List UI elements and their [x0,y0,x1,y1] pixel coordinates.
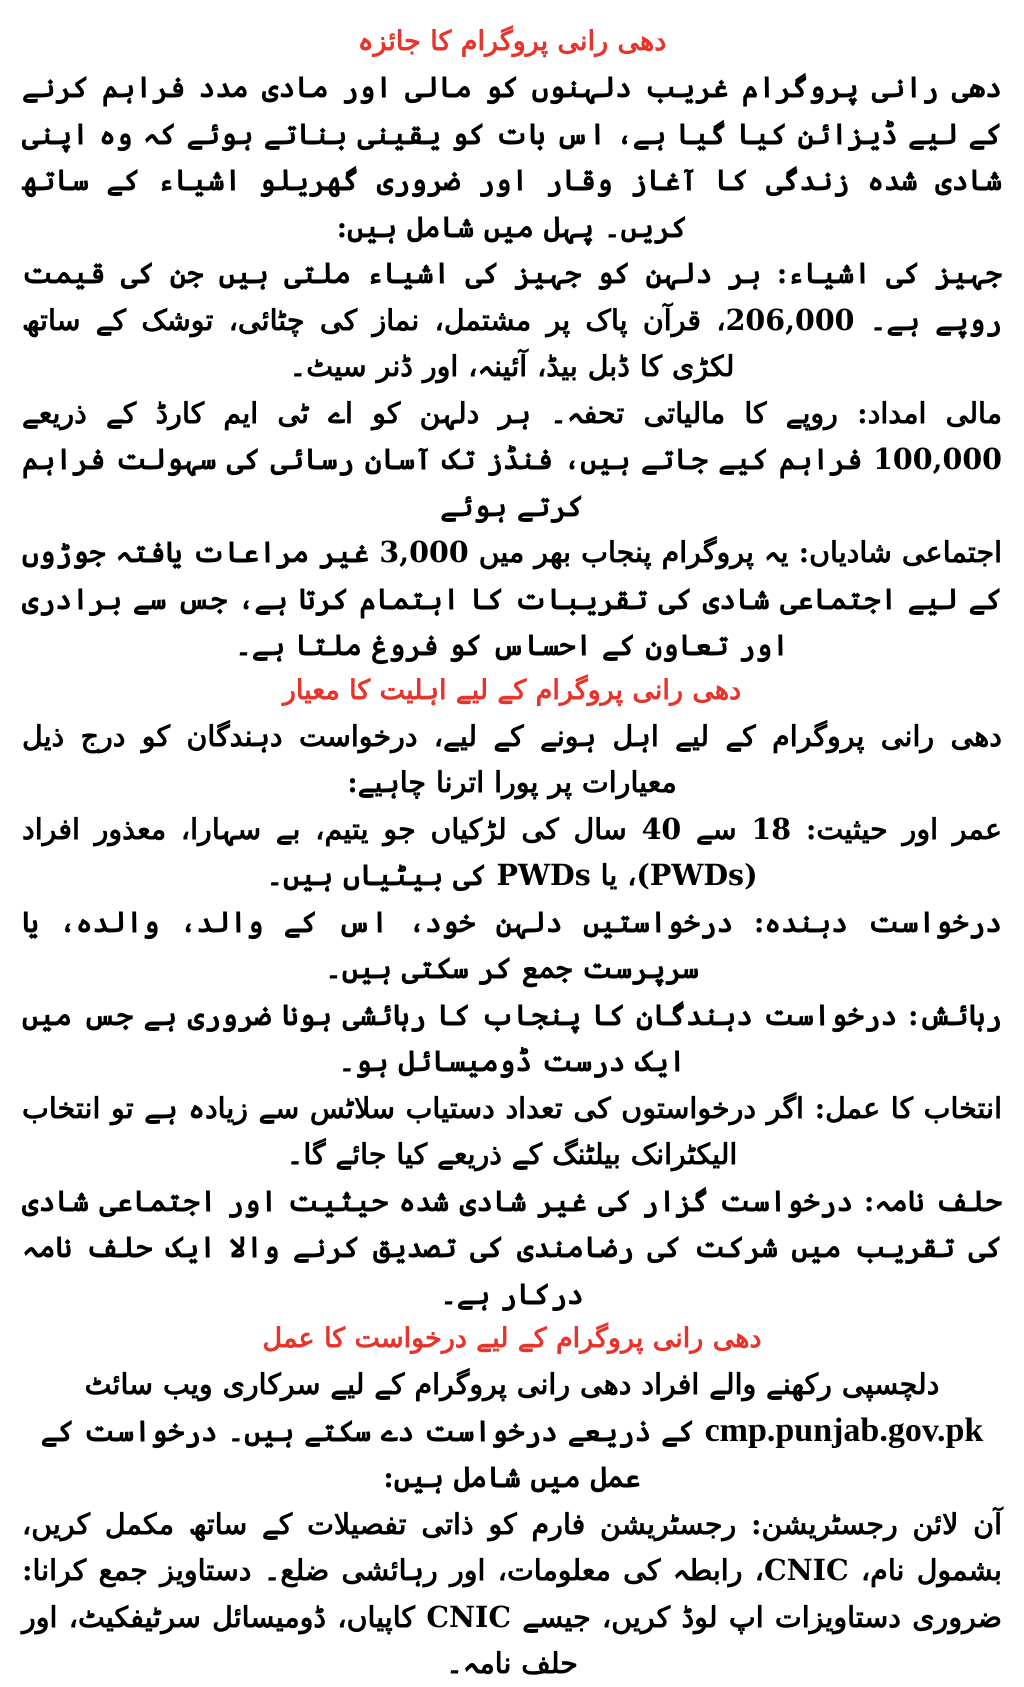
application-steps-paragraph: آن لائن رجسٹریشن: رجسٹریشن فارم کو ذاتی تفصیلات کے ساتھ مکمل کریں، بشمول نام، CNIC، رابطہ کی معلومات، اور رہائشی ضلع۔ دستاویز جمع کرانا: ضروری دستاویزات اپ لوڈ کریں، جیسے CNIC کاپیاں، ڈومیسائل سرٹیفکیٹ، اور حلف نامہ۔ [22,1506,1003,1680]
eligibility-intro: دھی رانی پروگرام کے لیے اہل ہونے کے لیے، درخواست دہندگان کو درج ذیل معیارات پر پورا اترنا چاہیے: [22,718,1002,799]
financial-assistance-paragraph: مالی امداد: روپے کا مالیاتی تحفہ۔ ہر دلہن کو اے ٹی ایم کارڈ کے ذریعے 100,000 فراہم کیے جاتے ہیں، فنڈز تک آسان رسائی کی سہولت فراہم کرتے ہوئے [22,395,1002,523]
official-website-link[interactable]: cmp.punjab.gov.pk [704,1411,984,1449]
overview-intro: دھی رانی پروگرام غریب دلہنوں کو مالی اور مادی مدد فراہم کرنے کے لیے ڈیزائن کیا گیا ہے، اس بات کو یقینی بناتے ہوئے کہ وہ اپنی شادی شدہ زندگی کا آغاز وقار اور ضروری گھریلو اشیاء کے ساتھ کریں۔ پہل میں شامل ہیں: [22,70,1002,244]
heading-application-process: دھی رانی پروگرام کے لیے درخواست کا عمل [262,1323,762,1354]
mass-weddings-paragraph: اجتماعی شادیاں: یہ پروگرام پنجاب بھر میں 3,000 غیر مراعات یافتہ جوڑوں کے لیے اجتماعی شادی کی تقریبات کا اہتمام کرتا ہے، جس سے برادری اور تعاون کے احساس کو فروغ ملتا ہے۔ [22,535,1002,662]
affidavit-paragraph: حلف نامہ: درخواست گزار کی غیر شادی شدہ حیثیت اور اجتماعی شادی کی تقریب میں شرکت کی رضامندی کی تصدیق کرنے والا ایک حلف نامہ درکار ہے۔ [22,1183,1002,1311]
process-intro-line-1: دلچسپی رکھنے والے افراد دھی رانی پروگرام کے لیے سرکاری ویب سائٹ [84,1367,940,1401]
process-intro-continuation: کے ذریعے درخواست دے سکتے ہیں۔ درخواست کے عمل میں شامل ہیں: [40,1413,695,1494]
heading-overview: دھی رانی پروگرام کا جائزہ [357,26,667,57]
residence-paragraph: رہائش: درخواست دہندگان کا پنجاب کا رہائشی ہونا ضروری ہے جس میں ایک درست ڈومیسائل ہو۔ [22,997,1002,1078]
process-intro-line-2 [22,1408,1002,1501]
dowry-items-paragraph: جہیز کی اشیاء: ہر دلہن کو جہیز کی اشیاء ملتی ہیں جن کی قیمت روپے ہے۔ 206,000، قرآن پاک پر مشتمل، نماز کی چٹائی، توشک کے ساتھ لکڑی کا ڈبل بیڈ، آئینہ، اور ڈنر سیٹ۔ [22,256,1002,383]
age-status-paragraph: عمر اور حیثیت: 18 سے 40 سال کی لڑکیاں جو یتیم، بے سہارا، معذور افراد (PWDs)، یا PWDs کی بیٹیاں ہیں۔ [22,811,1002,892]
applicant-paragraph: درخواست دہندہ: درخواستیں دلہن خود، اس کے والد، والدہ، یا سرپرست جمع کر سکتی ہیں۔ [22,904,1002,985]
heading-eligibility: دھی رانی پروگرام کے لیے اہلیت کا معیار [282,674,742,706]
selection-process-paragraph: انتخاب کا عمل: اگر درخواستوں کی تعداد دستیاب سلاٹس سے زیادہ ہے تو انتخاب الیکٹرانک بیلٹنگ کے ذریعے کیا جائے گا۔ [22,1090,1002,1171]
